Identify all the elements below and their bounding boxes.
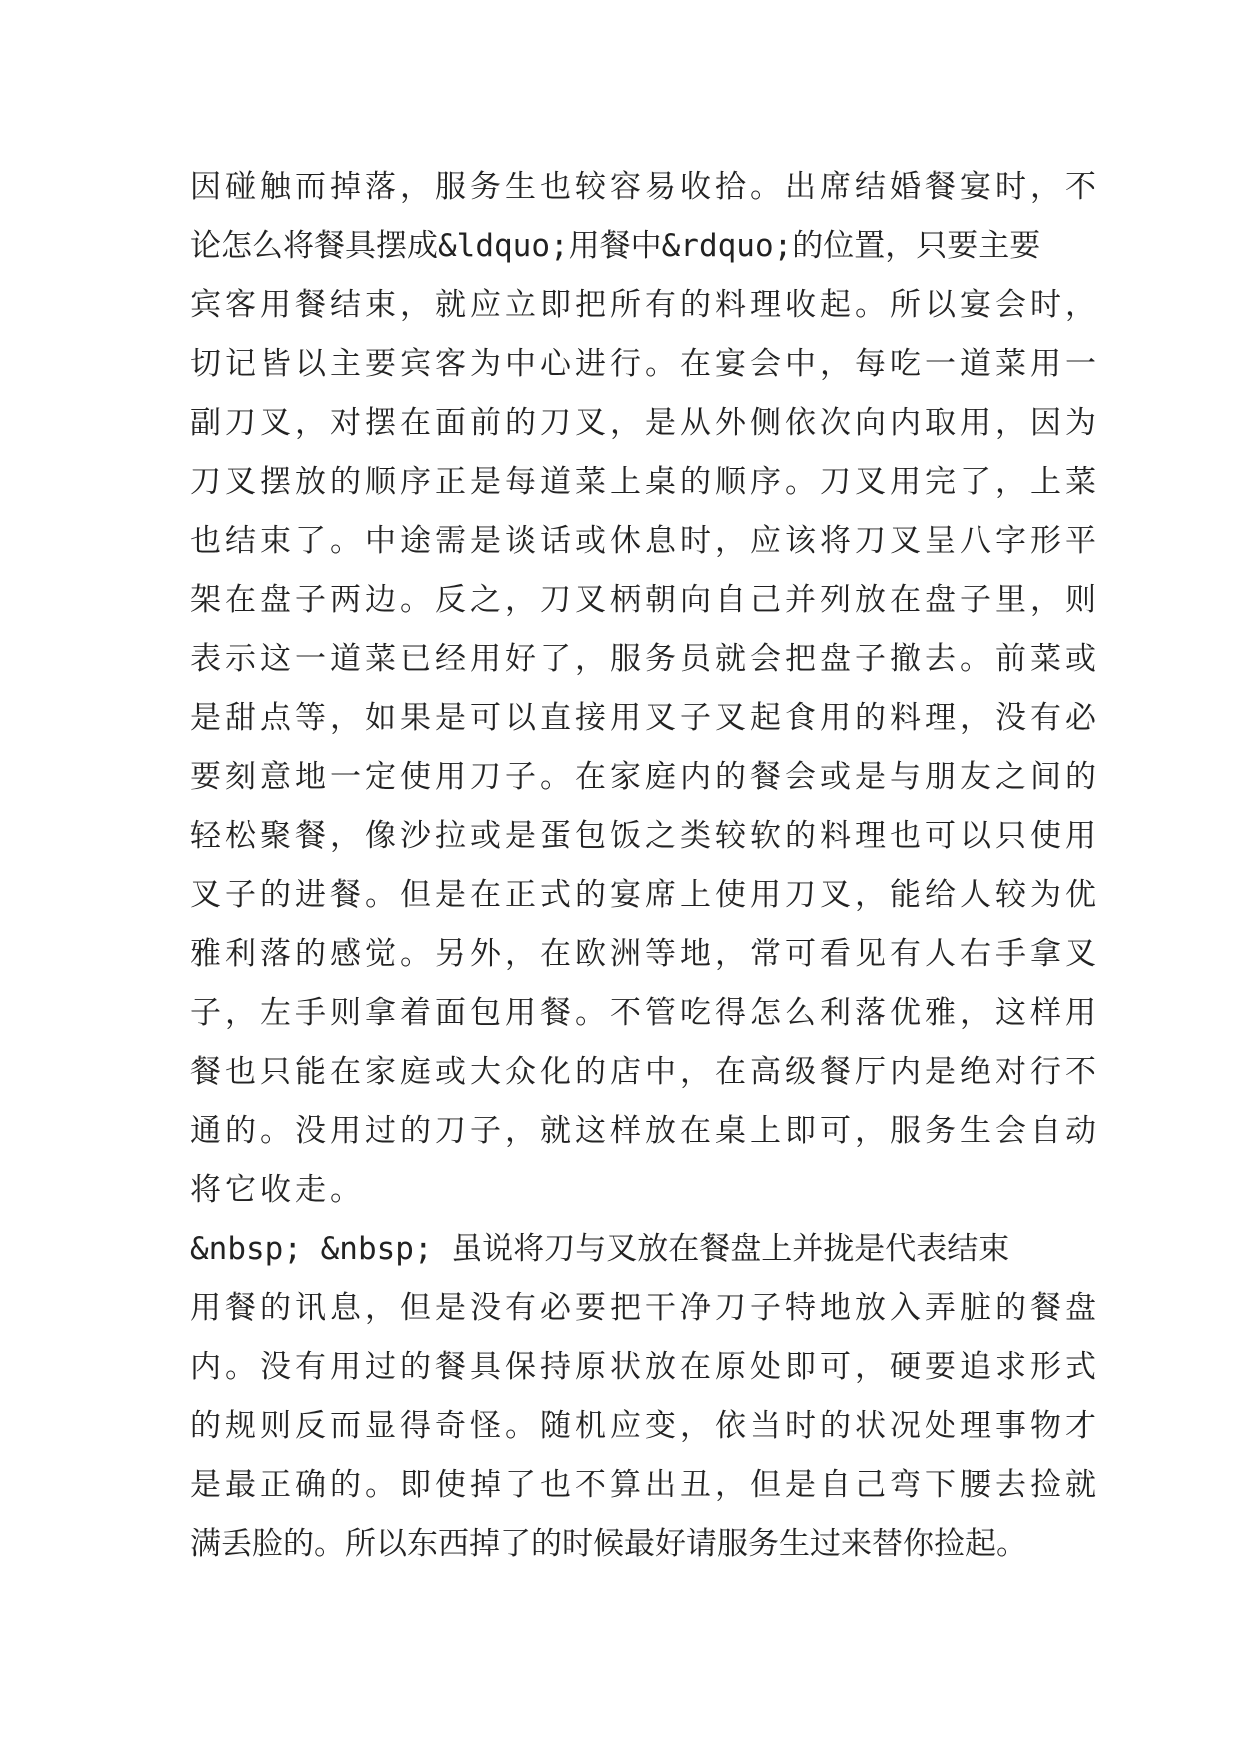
text-line: 是最正确的。即使掉了也不算出丑，但是自己弯下腰去捡就 <box>190 1467 1100 1503</box>
text-line: 因碰触而掉落，服务生也较容易收拾。出席结婚餐宴时，不 <box>190 169 1100 205</box>
text-line: 要刻意地一定使用刀子。在家庭内的餐会或是与朋友之间的 <box>190 759 1100 795</box>
text-line: 叉子的进餐。但是在正式的宴席上使用刀叉，能给人较为优 <box>190 877 1100 913</box>
text-line: 刀叉摆放的顺序正是每道菜上桌的顺序。刀叉用完了，上菜 <box>190 464 1100 500</box>
text-line: 餐也只能在家庭或大众化的店中，在高级餐厅内是绝对行不 <box>190 1054 1100 1090</box>
text-line: 宾客用餐结束，就应立即把所有的料理收起。所以宴会时， <box>190 287 1100 323</box>
text-line: 也结束了。中途需是谈话或休息时，应该将刀叉呈八字形平 <box>190 523 1100 559</box>
body-text <box>190 158 1100 1574</box>
text-line: 表示这一道菜已经用好了，服务员就会把盘子撤去。前菜或 <box>190 641 1100 677</box>
text-line: 满丢脸的。所以东西掉了的时候最好请服务生过来替你捡起。 <box>190 1526 1027 1562</box>
text-line: 副刀叉，对摆在面前的刀叉，是从外侧依次向内取用，因为 <box>190 405 1100 441</box>
text-line: 内。没有用过的餐具保持原状放在原处即可，硬要追求形式 <box>190 1349 1100 1385</box>
text-line: 是甜点等，如果是可以直接用叉子叉起食用的料理，没有必 <box>190 700 1100 736</box>
text-line: 将它收走。 <box>190 1172 365 1208</box>
text-line: 用餐的讯息，但是没有必要把干净刀子特地放入弄脏的餐盘 <box>190 1290 1100 1326</box>
text-line: 子，左手则拿着面包用餐。不管吃得怎么利落优雅，这样用 <box>190 995 1100 1031</box>
text-line: 切记皆以主要宾客为中心进行。在宴会中，每吃一道菜用一 <box>190 346 1100 382</box>
text-line: 架在盘子两边。反之，刀叉柄朝向自己并列放在盘子里，则 <box>190 582 1100 618</box>
text-line: 通的。没用过的刀子，就这样放在桌上即可，服务生会自动 <box>190 1113 1100 1149</box>
text-line: 的规则反而显得奇怪。随机应变，依当时的状况处理事物才 <box>190 1408 1100 1444</box>
text-line: 轻松聚餐，像沙拉或是蛋包饭之类较软的料理也可以只使用 <box>190 818 1100 854</box>
text-line: 论怎么将餐具摆成&ldquo;用餐中&rdquo;的位置，只要主要 <box>190 228 1041 264</box>
text-line: 雅利落的感觉。另外，在欧洲等地，常可看见有人右手拿叉 <box>190 936 1100 972</box>
text-line: &nbsp; &nbsp; 虽说将刀与叉放在餐盘上并拢是代表结束 <box>190 1231 1010 1267</box>
